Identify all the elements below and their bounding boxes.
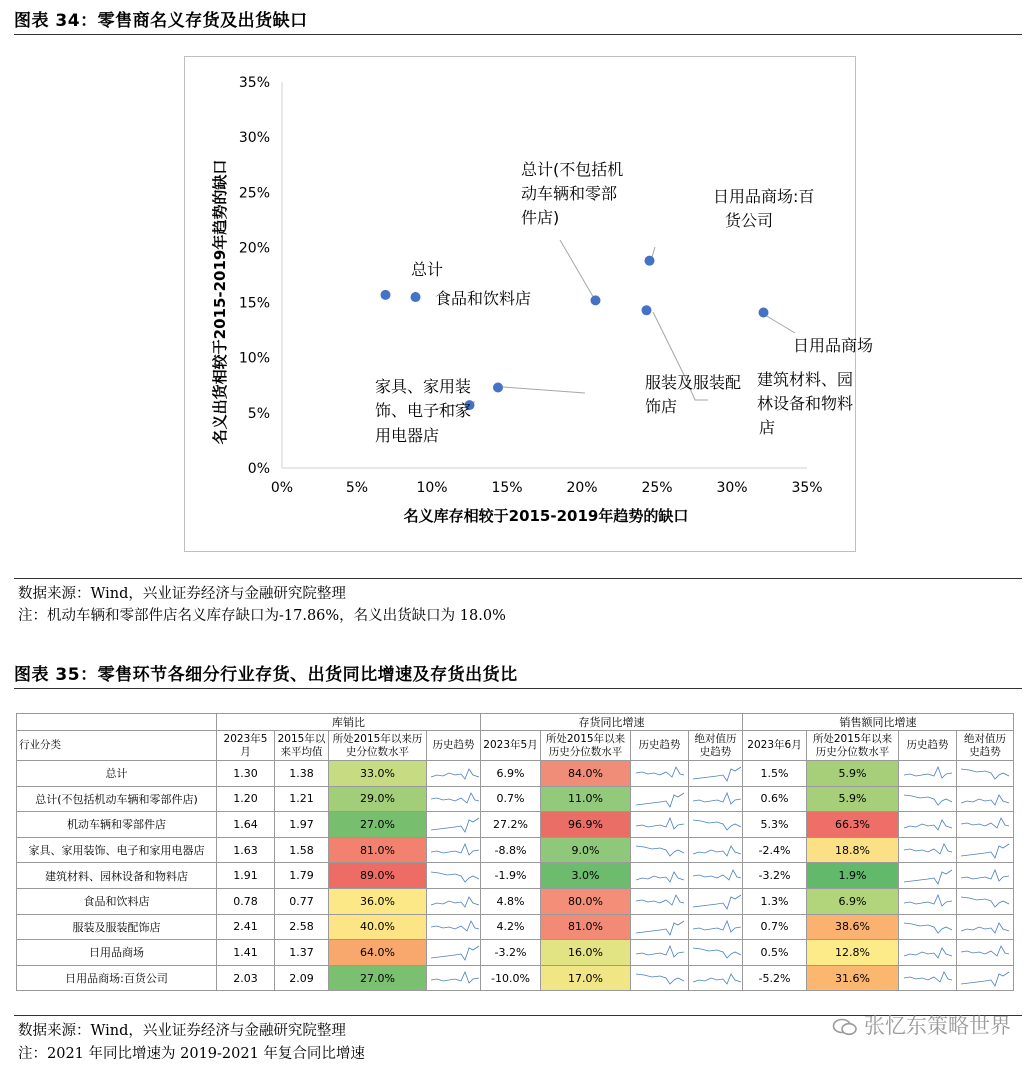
industry-table	[16, 713, 1013, 991]
sparkline	[691, 814, 743, 834]
sparkline	[959, 866, 1011, 886]
sales-percentile: 31.6%	[807, 965, 899, 991]
point-label: 饰店	[645, 397, 678, 416]
sales-percentile: 1.9%	[807, 863, 899, 889]
sales-percentile: 5.9%	[807, 786, 899, 812]
sales-yoy-jun-2023: 0.7%	[743, 914, 807, 940]
sales-percentile: 38.6%	[807, 914, 899, 940]
sparkline-cell	[957, 786, 1014, 812]
sparkline	[959, 917, 1011, 937]
y-tick-label: 0%	[247, 461, 270, 477]
sparkline	[959, 814, 1011, 834]
y-tick-label: 35%	[238, 75, 270, 91]
industry-name: 食品和饮料店	[17, 888, 217, 914]
ratio-avg-since-2015: 1.38	[275, 761, 329, 787]
sparkline	[429, 840, 481, 860]
point-label: 总计(不包括机	[521, 160, 624, 179]
ratio-percentile: 81.0%	[329, 837, 427, 863]
sparkline	[691, 866, 743, 886]
ratio-avg-since-2015: 1.79	[275, 863, 329, 889]
inventory-yoy-may-2023: 0.7%	[481, 786, 541, 812]
leader-line	[560, 240, 595, 300]
ratio-may-2023: 1.41	[217, 940, 275, 966]
table-row	[17, 786, 1014, 812]
ratio-may-2023: 2.41	[217, 914, 275, 940]
sparkline-cell	[427, 812, 481, 838]
sparkline	[691, 789, 743, 809]
column-header: 历史趋势	[899, 731, 957, 761]
inventory-yoy-may-2023: -10.0%	[481, 965, 541, 991]
figure-34-note: 注：机动车辆和零部件店名义库存缺口为-17.86%，名义出货缺口为 18.0%	[18, 608, 506, 624]
sparkline	[959, 968, 1011, 988]
x-tick-label: 5%	[345, 480, 369, 496]
ratio-percentile: 64.0%	[329, 940, 427, 966]
figure-35-note: 注：2021 年同比增速为 2019-2021 年复合同比增速	[18, 1046, 365, 1062]
point-label: 店	[759, 418, 776, 437]
sparkline-cell	[689, 965, 743, 991]
leader-line	[765, 315, 795, 333]
sales-percentile: 66.3%	[807, 812, 899, 838]
sparkline-cell	[689, 761, 743, 787]
figure-34-source: 数据来源：Wind，兴业证券经济与金融研究院整理	[18, 586, 346, 602]
industry-name: 日用品商场:百货公司	[17, 965, 217, 991]
inventory-percentile: 80.0%	[541, 888, 631, 914]
sparkline	[429, 968, 481, 988]
sales-yoy-jun-2023: 0.5%	[743, 940, 807, 966]
sparkline-cell	[899, 965, 957, 991]
point-label: 日用品商场	[793, 336, 874, 355]
point-label: 货公司	[725, 211, 774, 230]
sparkline-cell	[631, 965, 689, 991]
sparkline-cell	[689, 888, 743, 914]
ratio-percentile: 36.0%	[329, 888, 427, 914]
inventory-yoy-may-2023: 27.2%	[481, 812, 541, 838]
sales-percentile: 5.9%	[807, 761, 899, 787]
ratio-may-2023: 1.64	[217, 812, 275, 838]
ratio-percentile: 33.0%	[329, 761, 427, 787]
ratio-may-2023: 1.63	[217, 837, 275, 863]
x-tick-label: 25%	[641, 480, 673, 496]
point-label: 件店)	[521, 208, 560, 227]
sparkline	[902, 763, 954, 783]
sales-percentile: 6.9%	[807, 888, 899, 914]
table-row	[17, 812, 1014, 838]
sales-yoy-jun-2023: 5.3%	[743, 812, 807, 838]
industry-name: 总计(不包括机动车辆和零部件店)	[17, 786, 217, 812]
sales-yoy-jun-2023: 1.3%	[743, 888, 807, 914]
x-tick-label: 35%	[791, 480, 823, 496]
y-tick-label: 20%	[238, 240, 270, 257]
inventory-percentile: 9.0%	[541, 837, 631, 863]
wechat-icon	[832, 1018, 858, 1036]
scatter-chart	[185, 57, 874, 553]
ratio-avg-since-2015: 0.77	[275, 888, 329, 914]
sparkline	[902, 789, 954, 809]
sparkline	[691, 763, 743, 783]
ratio-may-2023: 1.30	[217, 761, 275, 787]
sparkline	[691, 917, 743, 937]
title-rule	[14, 34, 1022, 35]
y-tick-label: 10%	[238, 350, 270, 367]
inventory-percentile: 81.0%	[541, 914, 631, 940]
sparkline-cell	[631, 863, 689, 889]
inventory-percentile: 17.0%	[541, 965, 631, 991]
inventory-yoy-may-2023: -1.9%	[481, 863, 541, 889]
table-row	[17, 965, 1014, 991]
column-header: 2023年5月	[481, 731, 541, 761]
sparkline-cell	[957, 812, 1014, 838]
sparkline-cell	[631, 812, 689, 838]
source-rule-34	[14, 578, 1022, 579]
inventory-percentile: 96.9%	[541, 812, 631, 838]
sparkline	[634, 968, 686, 988]
inventory-percentile: 11.0%	[541, 786, 631, 812]
figure-35-source: 数据来源：Wind，兴业证券经济与金融研究院整理	[18, 1023, 346, 1039]
x-tick-label: 15%	[491, 480, 523, 496]
column-header: 历史趋势	[427, 731, 481, 761]
sparkline	[959, 763, 1011, 783]
inventory-yoy-may-2023: 6.9%	[481, 761, 541, 787]
leader-line	[652, 247, 655, 257]
table-row	[17, 863, 1014, 889]
point-label: 饰、电子和家	[375, 401, 472, 420]
sparkline	[429, 814, 481, 834]
sales-percentile: 18.8%	[807, 837, 899, 863]
table-row	[17, 914, 1014, 940]
sparkline-cell	[689, 786, 743, 812]
sparkline-cell	[957, 761, 1014, 787]
sparkline	[959, 891, 1011, 911]
sparkline-cell	[631, 761, 689, 787]
sparkline	[902, 814, 954, 834]
ratio-percentile: 27.0%	[329, 965, 427, 991]
sparkline-cell	[899, 888, 957, 914]
sparkline-cell	[689, 837, 743, 863]
point-label: 食品和饮料店	[435, 289, 532, 308]
column-header: 所处2015年以来历史分位数水平	[807, 731, 899, 761]
ratio-percentile: 29.0%	[329, 786, 427, 812]
sparkline	[902, 968, 954, 988]
sparkline	[634, 789, 686, 809]
table-row	[17, 761, 1014, 787]
group-header: 销售额同比增速	[743, 714, 1014, 731]
sparkline	[429, 763, 481, 783]
sparkline-cell	[957, 940, 1014, 966]
sparkline-cell	[689, 863, 743, 889]
inventory-yoy-may-2023: 4.2%	[481, 914, 541, 940]
sparkline-cell	[631, 837, 689, 863]
ratio-avg-since-2015: 1.37	[275, 940, 329, 966]
sparkline-cell	[427, 914, 481, 940]
sparkline-cell	[631, 940, 689, 966]
sparkline-cell	[689, 914, 743, 940]
group-header: 库销比	[217, 714, 481, 731]
point-label: 服装及服装配	[645, 373, 742, 392]
sparkline	[429, 942, 481, 962]
sparkline-cell	[427, 863, 481, 889]
sales-yoy-jun-2023: -5.2%	[743, 965, 807, 991]
ratio-percentile: 89.0%	[329, 863, 427, 889]
table-row	[17, 837, 1014, 863]
sales-yoy-jun-2023: 1.5%	[743, 761, 807, 787]
sparkline	[429, 789, 481, 809]
sparkline-cell	[957, 888, 1014, 914]
sparkline-cell	[899, 940, 957, 966]
column-header: 行业分类	[17, 731, 217, 761]
sparkline	[959, 840, 1011, 860]
ratio-percentile: 40.0%	[329, 914, 427, 940]
figure-34-title: 图表 34：零售商名义存货及出货缺口	[14, 11, 308, 31]
table-row	[17, 888, 1014, 914]
industry-name: 服装及服装配饰店	[17, 914, 217, 940]
sparkline	[902, 917, 954, 937]
sparkline-cell	[427, 761, 481, 787]
sparkline	[634, 866, 686, 886]
table-row	[17, 940, 1014, 966]
industry-name: 建筑材料、园林设备和物料店	[17, 863, 217, 889]
watermark-text: 张忆东策略世界	[864, 1014, 1011, 1038]
data-point	[381, 290, 391, 300]
ratio-avg-since-2015: 1.58	[275, 837, 329, 863]
sparkline	[634, 814, 686, 834]
ratio-avg-since-2015: 1.97	[275, 812, 329, 838]
sparkline	[902, 866, 954, 886]
sparkline	[691, 891, 743, 911]
point-label: 用电器店	[375, 426, 440, 445]
ratio-may-2023: 1.20	[217, 786, 275, 812]
sparkline	[634, 840, 686, 860]
sparkline	[691, 968, 743, 988]
sparkline-cell	[957, 863, 1014, 889]
point-label: 家具、家用装	[375, 377, 472, 396]
point-label: 动车辆和零部	[521, 184, 618, 203]
point-label: 林设备和物料	[757, 394, 854, 413]
point-label: 总计	[411, 260, 444, 279]
inventory-percentile: 3.0%	[541, 863, 631, 889]
group-blank	[17, 714, 217, 731]
y-tick-label: 5%	[247, 405, 270, 422]
sparkline	[634, 917, 686, 937]
sparkline-cell	[899, 786, 957, 812]
data-point	[642, 305, 652, 315]
sparkline-cell	[689, 812, 743, 838]
sales-yoy-jun-2023: 0.6%	[743, 786, 807, 812]
sales-percentile: 12.8%	[807, 940, 899, 966]
leader-line	[503, 387, 585, 393]
sparkline-cell	[899, 837, 957, 863]
ratio-may-2023: 2.03	[217, 965, 275, 991]
sparkline	[634, 763, 686, 783]
ratio-avg-since-2015: 2.09	[275, 965, 329, 991]
group-header: 存货同比增速	[481, 714, 743, 731]
industry-name: 机动车辆和零部件店	[17, 812, 217, 838]
sparkline-cell	[899, 812, 957, 838]
sparkline	[959, 942, 1011, 962]
y-tick-label: 25%	[238, 185, 270, 202]
data-point	[759, 307, 769, 317]
point-label: 建筑材料、园	[757, 370, 854, 389]
ratio-may-2023: 1.91	[217, 863, 275, 889]
inventory-yoy-may-2023: 4.8%	[481, 888, 541, 914]
inventory-yoy-may-2023: -8.8%	[481, 837, 541, 863]
sparkline-cell	[957, 837, 1014, 863]
sparkline-cell	[427, 786, 481, 812]
sparkline-cell	[899, 863, 957, 889]
x-tick-label: 10%	[416, 480, 448, 496]
ratio-may-2023: 0.78	[217, 888, 275, 914]
industry-name: 家具、家用装饰、电子和家用电器店	[17, 837, 217, 863]
sparkline	[691, 840, 743, 860]
industry-name: 日用品商场	[17, 940, 217, 966]
sparkline-cell	[427, 837, 481, 863]
sparkline-cell	[957, 965, 1014, 991]
sparkline	[634, 891, 686, 911]
sparkline	[634, 942, 686, 962]
data-point	[411, 292, 421, 302]
sparkline	[691, 942, 743, 962]
x-tick-label: 0%	[270, 480, 294, 496]
sparkline	[902, 891, 954, 911]
sparkline	[429, 917, 481, 937]
inventory-percentile: 84.0%	[541, 761, 631, 787]
column-header: 绝对值历史趋势	[689, 731, 743, 761]
sparkline-cell	[899, 761, 957, 787]
column-header: 2023年5月	[217, 731, 275, 761]
scatter-chart-frame	[184, 56, 874, 552]
title-rule-35	[14, 688, 1022, 689]
sparkline-cell	[899, 914, 957, 940]
watermark	[832, 1010, 1011, 1040]
sparkline-cell	[957, 914, 1014, 940]
industry-name: 总计	[17, 761, 217, 787]
y-axis-label: 名义出货相较于2015-2019年趋势的缺口	[211, 159, 229, 445]
ratio-avg-since-2015: 1.21	[275, 786, 329, 812]
sparkline-cell	[689, 940, 743, 966]
data-point	[493, 382, 503, 392]
data-point	[645, 256, 655, 266]
data-point	[591, 295, 601, 305]
column-header: 2023年6月	[743, 731, 807, 761]
sales-yoy-jun-2023: -2.4%	[743, 837, 807, 863]
column-header: 绝对值历史趋势	[957, 731, 1014, 761]
column-header: 所处2015年以来历史分位数水平	[541, 731, 631, 761]
sales-yoy-jun-2023: -3.2%	[743, 863, 807, 889]
sparkline-cell	[427, 940, 481, 966]
ratio-avg-since-2015: 2.58	[275, 914, 329, 940]
sparkline	[902, 840, 954, 860]
column-header: 历史趋势	[631, 731, 689, 761]
sparkline-cell	[427, 965, 481, 991]
ratio-percentile: 27.0%	[329, 812, 427, 838]
column-header: 所处2015年以来历史分位数水平	[329, 731, 427, 761]
figure-35-title: 图表 35：零售环节各细分行业存货、出货同比增速及存货出货比	[14, 665, 518, 685]
inventory-yoy-may-2023: -3.2%	[481, 940, 541, 966]
sparkline	[429, 866, 481, 886]
sparkline-cell	[631, 888, 689, 914]
sparkline-cell	[427, 888, 481, 914]
x-tick-label: 30%	[716, 480, 748, 496]
sparkline	[429, 891, 481, 911]
inventory-percentile: 16.0%	[541, 940, 631, 966]
point-label: 日用品商场:百	[713, 187, 815, 206]
x-axis-label: 名义库存相较于2015-2019年趋势的缺口	[403, 507, 689, 525]
y-tick-label: 30%	[238, 130, 270, 147]
y-tick-label: 15%	[238, 295, 270, 312]
sparkline-cell	[631, 786, 689, 812]
sparkline	[902, 942, 954, 962]
sparkline	[959, 789, 1011, 809]
sparkline-cell	[631, 914, 689, 940]
column-header: 2015年以来平均值	[275, 731, 329, 761]
x-tick-label: 20%	[566, 480, 598, 496]
